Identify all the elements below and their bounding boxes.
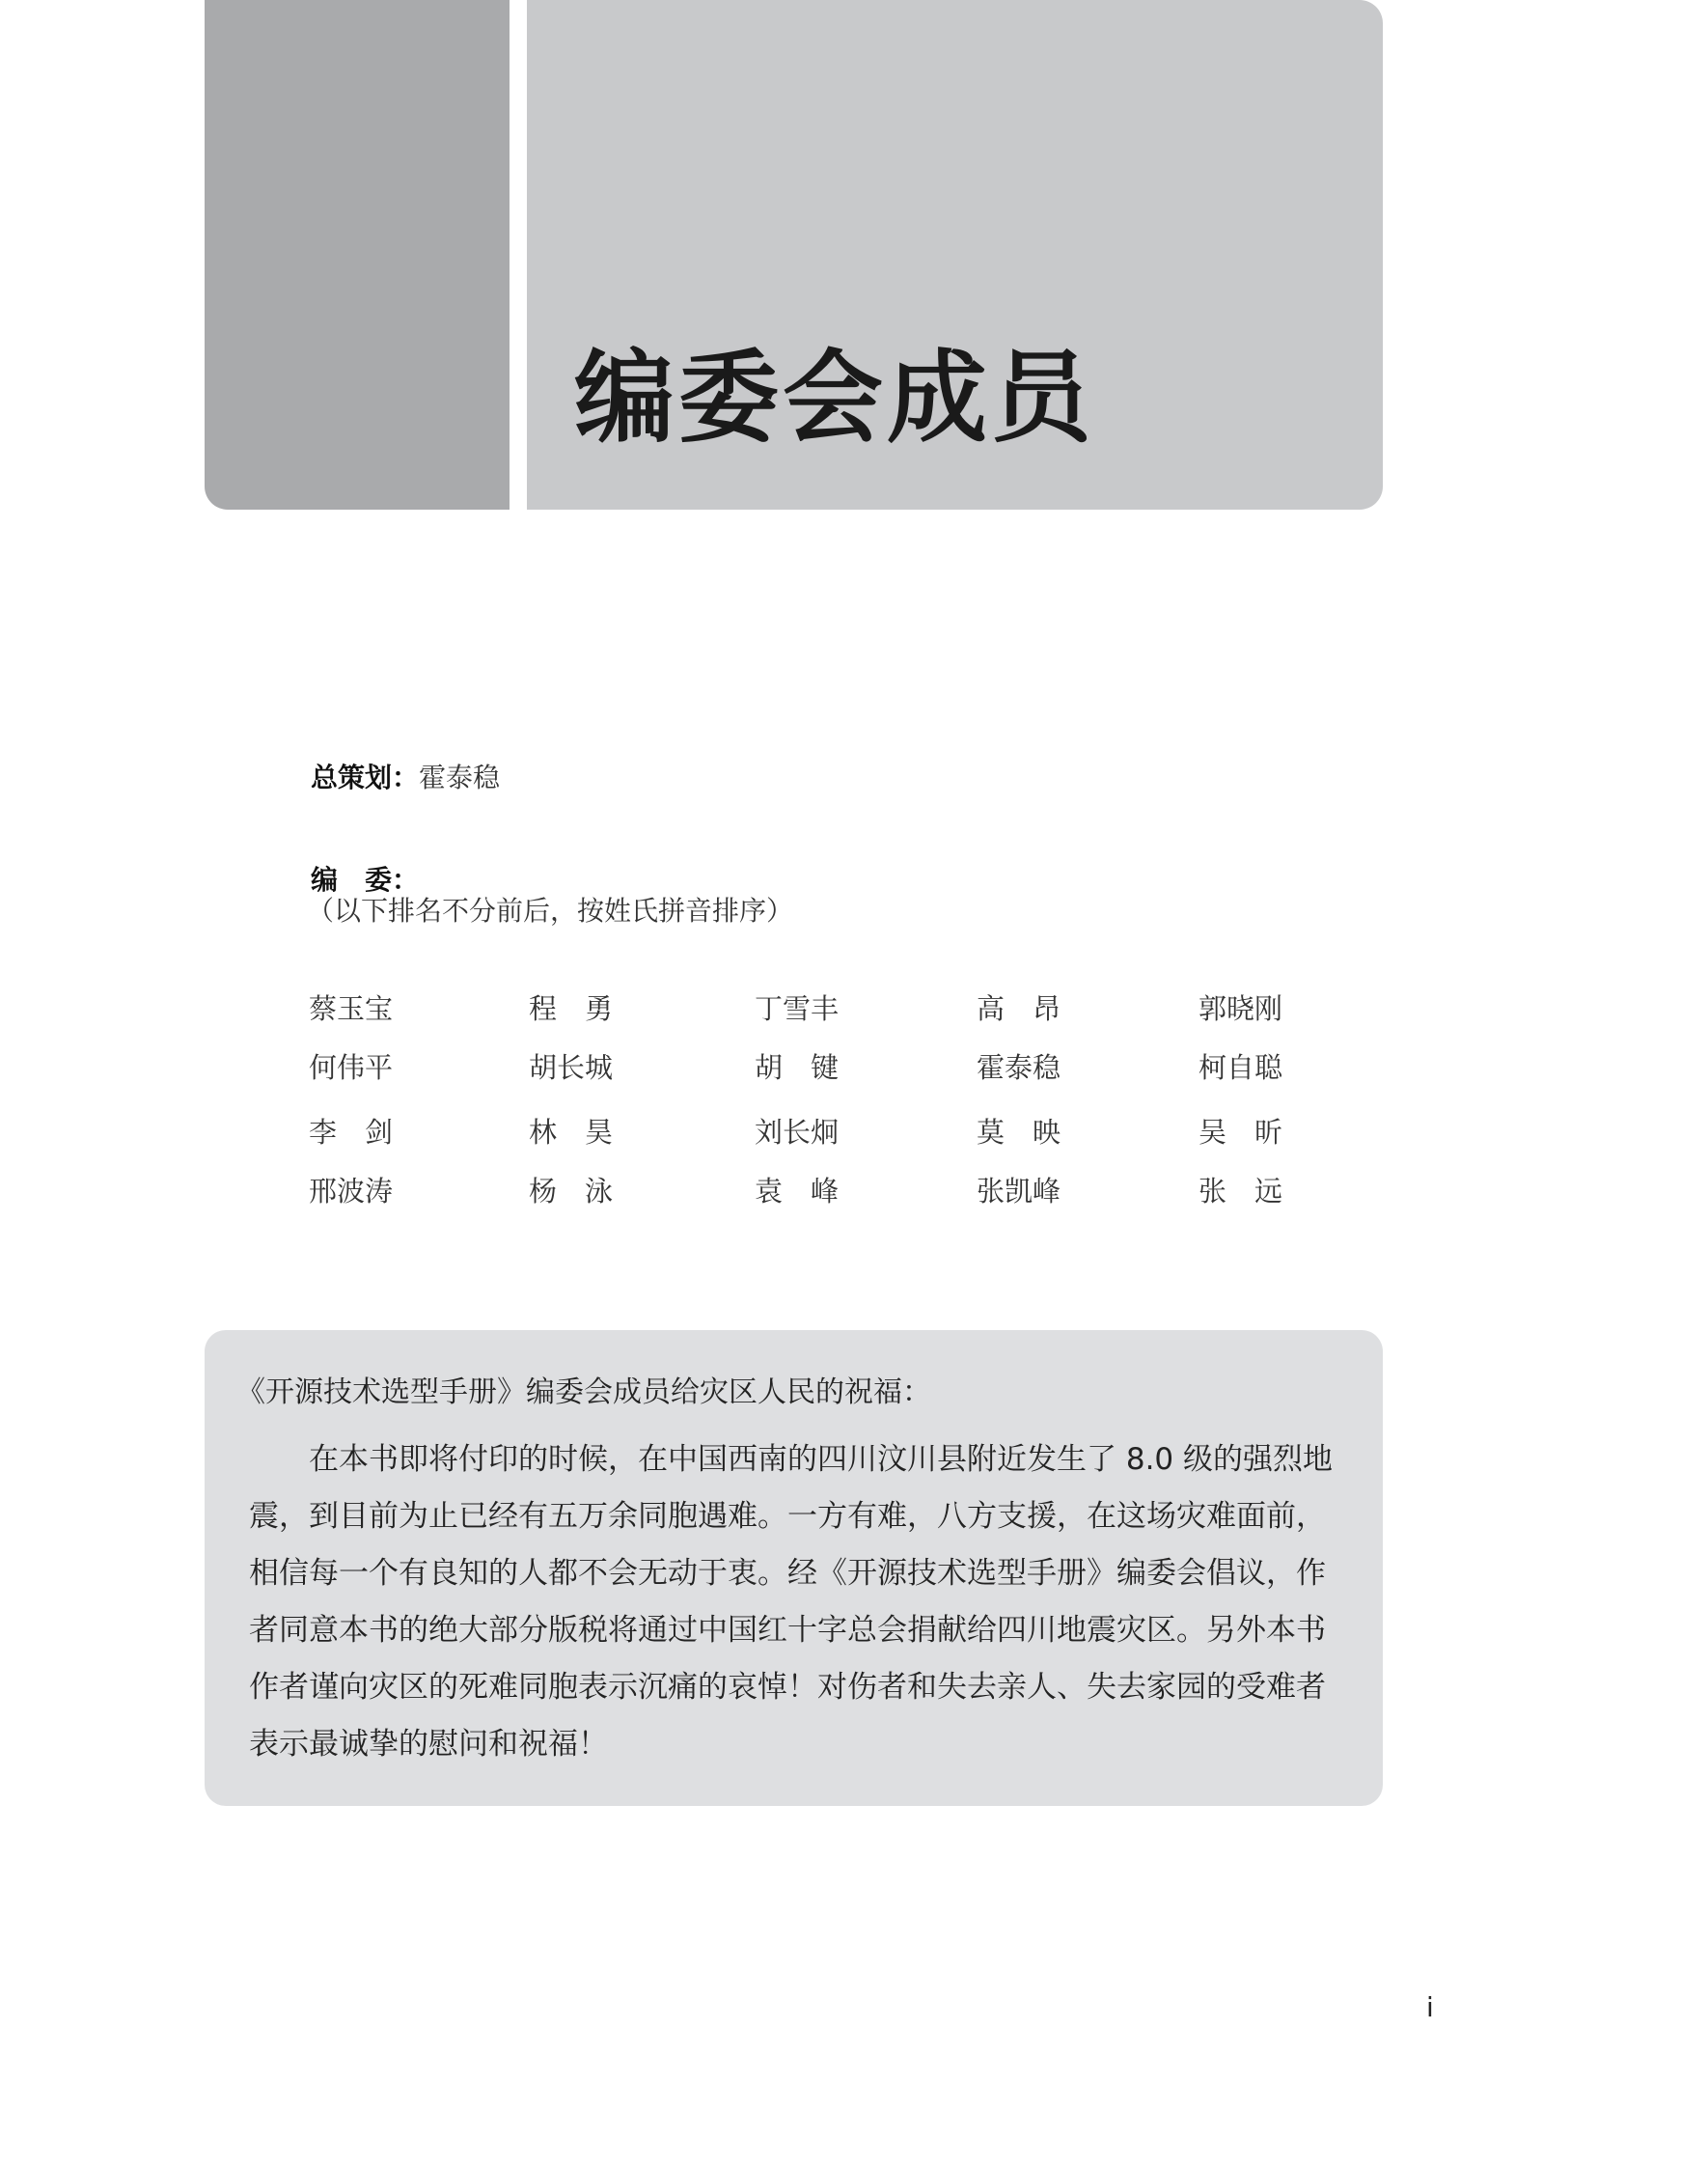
editor-name: 高 昂 — [977, 992, 1061, 1025]
editor-name: 何伟平 — [309, 1051, 394, 1084]
editor-name: 莫 映 — [977, 1116, 1061, 1149]
editors-ordering-note: （以下排名不分前后，按姓氏拼音排序） — [307, 895, 794, 927]
editor-name: 邢波涛 — [309, 1175, 394, 1208]
editors-label: 编 委： — [311, 864, 420, 896]
blessing-paragraph-line: 相信每一个有良知的人都不会无动于衷。经《开源技术选型手册》编委会倡议，作 — [249, 1556, 1326, 1591]
editor-name: 丁雪丰 — [755, 992, 840, 1025]
blessing-paragraph-line: 作者谨向灾区的死难同胞表示沉痛的哀悼！对伤者和失去亲人、失去家园的受难者 — [249, 1670, 1326, 1705]
editor-name: 刘长炯 — [755, 1116, 840, 1149]
editor-name: 霍泰稳 — [977, 1051, 1061, 1084]
blessing-paragraph-line: 震，到目前为止已经有五万余同胞遇难。一方有难，八方支援，在这场灾难面前， — [249, 1499, 1326, 1534]
blessing-title: 《开源技术选型手册》编委会成员给灾区人民的祝福： — [236, 1375, 931, 1409]
editor-name: 林 昊 — [529, 1116, 614, 1149]
editor-name: 张凯峰 — [977, 1175, 1061, 1208]
editor-name: 郭晓刚 — [1198, 992, 1283, 1025]
editor-name: 蔡玉宝 — [309, 992, 394, 1025]
page-number: i — [1426, 1991, 1434, 2023]
editor-name: 胡长城 — [529, 1051, 614, 1084]
blessing-paragraph-line: 表示最诚挚的慰问和祝福！ — [249, 1727, 608, 1762]
editor-name: 胡 键 — [755, 1051, 840, 1084]
header-side-block — [205, 0, 510, 510]
chief-planner-label: 总策划： — [311, 762, 420, 793]
editor-member-grid — [309, 989, 1390, 1240]
editor-name: 袁 峰 — [755, 1175, 840, 1208]
editor-name: 柯自聪 — [1198, 1051, 1283, 1084]
chief-planner-line — [311, 759, 500, 797]
editor-name: 吴 昕 — [1198, 1116, 1283, 1149]
blessing-paragraph-line: 者同意本书的绝大部分版税将通过中国红十字总会捐献给四川地震灾区。另外本书 — [249, 1613, 1326, 1648]
editor-name: 李 剑 — [309, 1116, 394, 1149]
editor-name: 杨 泳 — [529, 1175, 614, 1208]
chief-planner-name: 霍泰稳 — [419, 762, 501, 793]
page-title: 编委会成员 — [574, 339, 1096, 457]
editor-name: 张 远 — [1198, 1175, 1283, 1208]
editor-name: 程 勇 — [529, 992, 614, 1025]
blessing-paragraph-line: 在本书即将付印的时候，在中国西南的四川汶川县附近发生了 8.0 级的强烈地 — [249, 1442, 1334, 1477]
